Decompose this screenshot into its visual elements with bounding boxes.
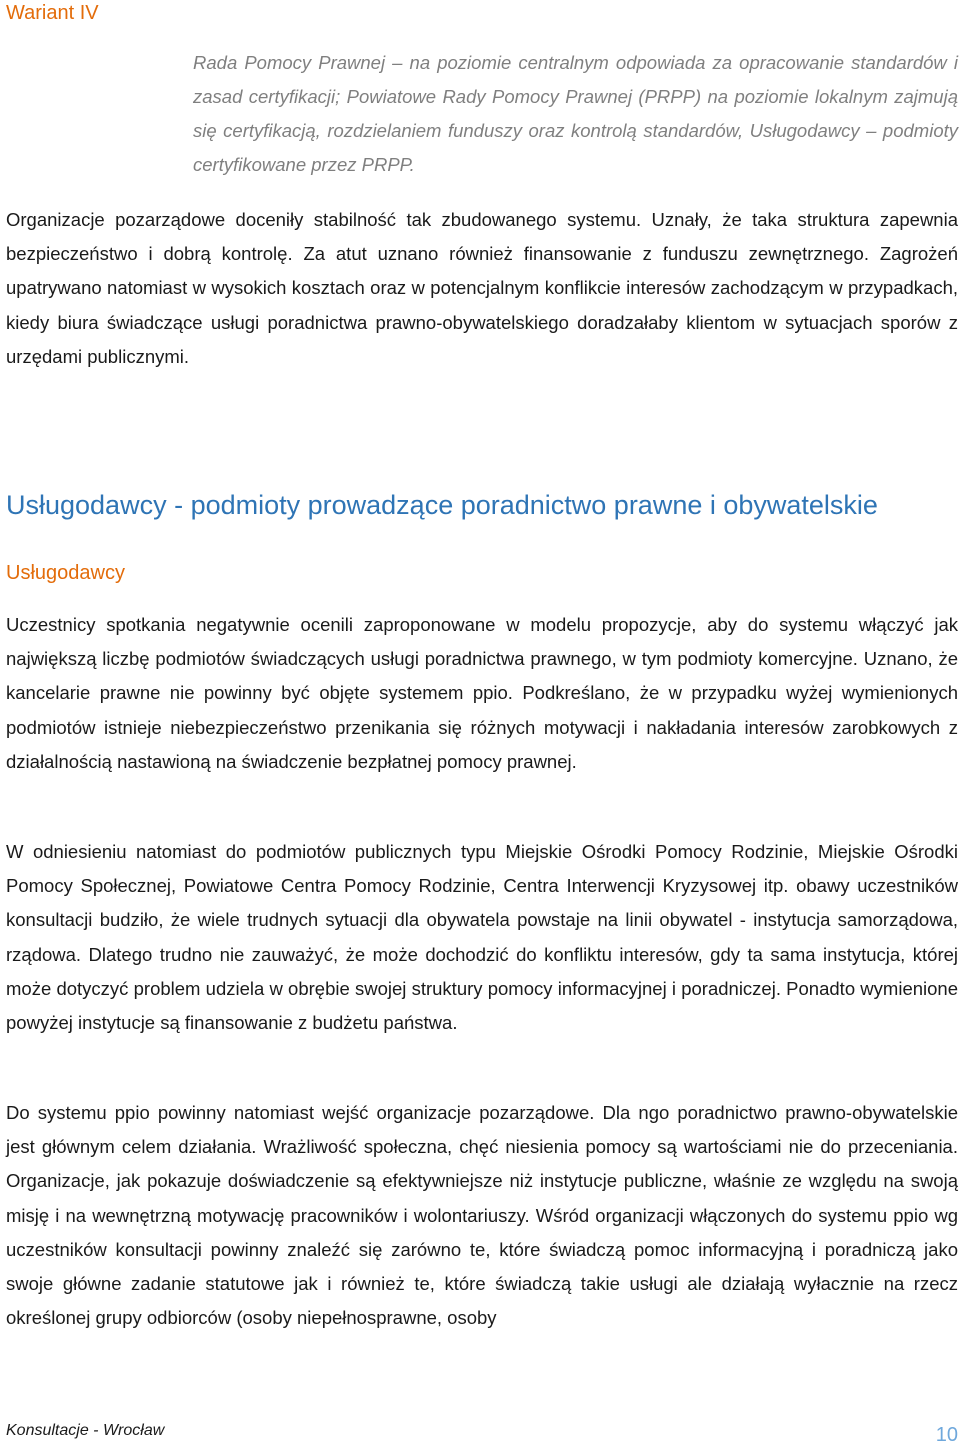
paragraph-ngo-organizations: Do systemu ppio powinny natomiast wejść organizacje pozarządowe. Dla ngo poradnictwo prawno-obywatelskie jest głównym celem działania. Wrażliwość społeczna, chęć niesienia pomocy są wartościami nie do przeceniania. Organizacje, jak pokazuje doświadczenie są efektywniejsze niż instytucje publiczne, właśnie ze względu na swoją misję i na wewnętrzną motywację pracowników i wolontariuszy. Wśród organizacji włączonych do systemu ppio wg uczestników konsultacji powinny znaleźć się zarówno te, które świadczą pomoc informacyjną i poradniczą jako swoje główne zadanie statutowe jak i również te, które świadczą takie usługi ale działają wyłacznie na rzecz określonej grupy odbiorców (osoby niepełnosprawne, osoby xyxy=(6,1102,958,1329)
paragraph-evaluation: Organizacje pozarządowe doceniły stabilność tak zbudowanego systemu. Uznały, że taka struktura zapewnia bezpieczeństwo i dobrą kontrolę. Za atut uznano również finansowanie z funduszu zewnętrznego. Zagrożeń upatrywano natomiast w wysokich kosztach oraz w potencjalnym konflikcie interesów zachodzącym w przypadkach, kiedy biura świadczące usługi poradnictwa prawno-obywatelskiego doradzałaby klientom w sytuacjach sporów z urzędami publicznymi. xyxy=(6,209,958,367)
variant-heading: Wariant IV xyxy=(6,2,99,24)
paragraph-commercial-providers: Uczestnicy spotkania negatywnie ocenili zaproponowane w modelu propozycje, aby do systemu włączyć jak największą liczbę podmiotów świadczących usługi poradnictwa prawnego, w tym podmioty komercyjne. Uznano, że kancelarie prawne nie powinny być objęte systemem ppio. Podkreślano, że w przypadku wyżej wymienionych podmiotów istnieje niebezpieczeństwo przenikania się różnych motywacji i nakładania interesów zarobkowych z działalnością nastawioną na świadczenie bezpłatnej pomocy prawnej. xyxy=(6,614,958,772)
subsection-title: Usługodawcy xyxy=(6,562,125,584)
paragraph-public-institutions: W odniesieniu natomiast do podmiotów publicznych typu Miejskie Ośrodki Pomocy Rodzinie, Miejskie Ośrodki Pomocy Społecznej, Powiatowe Centra Pomocy Rodzinie, Centra Interwencji Kryzysowej itp. obawy uczestników konsultacji budziło, że wiele trudnych sytuacji dla obywatela powstaje na linii obywatel - instytucja samorządowa, rządowa. Dlatego trudno nie zauważyć, że może dochodzić do konfliktu interesów, gdy ta sama instytucja, której może dotyczyć problem udziela w obrębie swojej struktury pomocy informacyjnej i poradniczej. Ponadto wymienione powyżej instytucje są finansowanie z budżetu państwa. xyxy=(6,841,958,1034)
variant-description-quote: Rada Pomocy Prawnej – na poziomie centralnym odpowiada za opracowanie standardów i zasad certyfikacji; Powiatowe Rady Pomocy Prawnej (PRPP) na poziomie lokalnym zajmują się certyfikacją, rozdzielaniem funduszy oraz kontrolą standardów, Usługodawcy – podmioty certyfikowane przez PRPP. xyxy=(193,52,958,175)
footer-label: Konsultacje - Wrocław xyxy=(6,1422,165,1439)
page-number: 10 xyxy=(935,1424,958,1446)
section-title: Usługodawcy - podmioty prowadzące poradnictwo prawne i obywatelskie xyxy=(6,490,878,520)
